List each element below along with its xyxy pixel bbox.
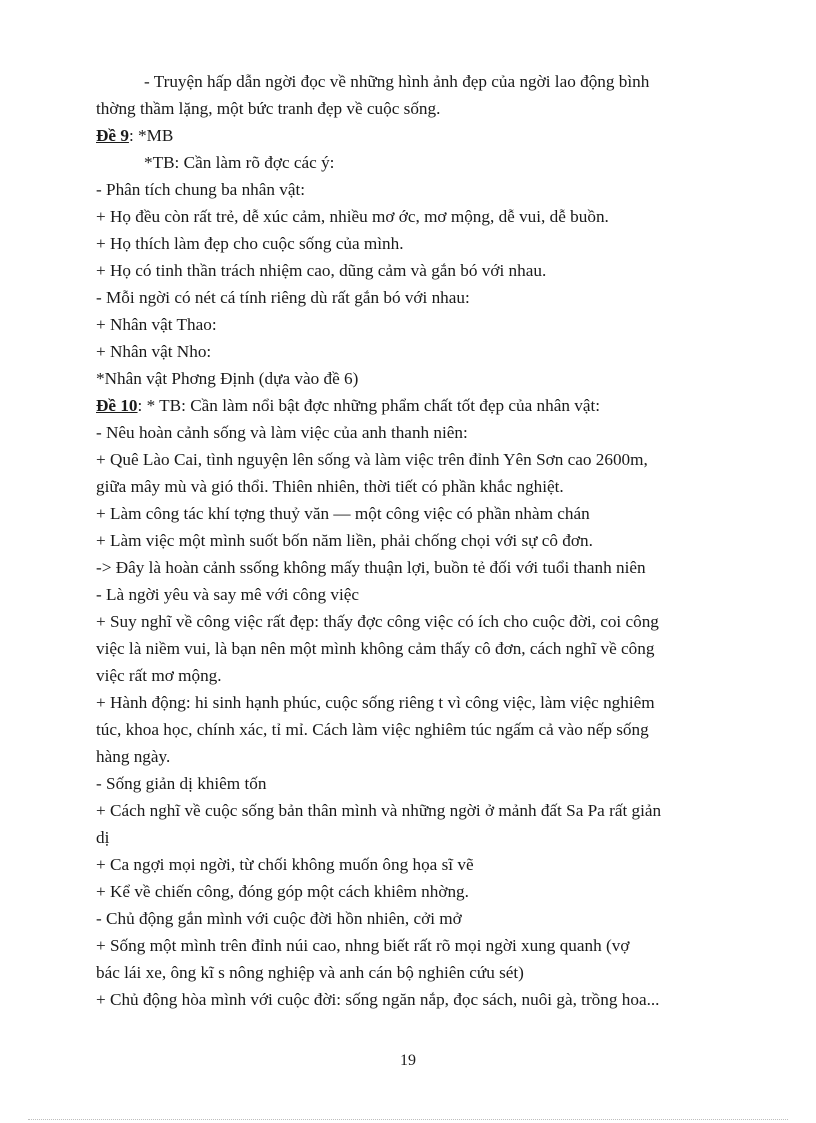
- text-line: [96, 338, 726, 365]
- text-line: [96, 68, 726, 95]
- line-text: + Họ có tinh thần trách nhiệm cao, dũng cảm và gắn bó với nhau.: [96, 261, 547, 280]
- text-line: [96, 257, 726, 284]
- line-text: + Nhân vật Thao:: [96, 315, 217, 334]
- line-text: việc rất mơ mộng.: [96, 666, 222, 685]
- text-line: [96, 527, 726, 554]
- line-text: + Họ đều còn rất trẻ, dễ xúc cảm, nhiều mơ ớc, mơ mộng, dễ vui, dễ buồn.: [96, 207, 609, 226]
- text-line: [96, 95, 726, 122]
- line-text: + Chủ động hòa mình với cuộc đời: sống ngăn nắp, đọc sách, nuôi gà, trồng hoa...: [96, 990, 660, 1009]
- line-text: *Nhân vật Phơng Định (dựa vào đề 6): [96, 369, 359, 388]
- text-line: [96, 473, 726, 500]
- line-text: - Phân tích chung ba nhân vật:: [96, 180, 306, 199]
- text-line: [96, 743, 726, 770]
- text-line: [96, 419, 726, 446]
- line-text: hàng ngày.: [96, 747, 171, 766]
- line-text: : *MB: [128, 126, 174, 145]
- text-line: [96, 797, 726, 824]
- text-line: [96, 662, 726, 689]
- line-text: + Suy nghĩ về công việc rất đẹp: thấy đợc công việc có ích cho cuộc đời, coi công: [96, 612, 659, 631]
- line-text: + Kể về chiến công, đóng góp một cách khiêm nhờng.: [96, 882, 469, 901]
- line-text: túc, khoa học, chính xác, tỉ mỉ. Cách làm việc nghiêm túc ngấm cả vào nếp sống: [96, 720, 649, 739]
- line-text: - Sống giản dị khiêm tốn: [96, 774, 267, 793]
- line-text: - Truyện hấp dẫn ngời đọc về những hình ảnh đẹp của ngời lao động bình: [144, 72, 650, 91]
- line-text: thờng thầm lặng, một bức tranh đẹp về cuộc sống.: [96, 99, 441, 118]
- section-label: Đề 10: [96, 396, 138, 415]
- text-line: [96, 500, 726, 527]
- text-line: [96, 635, 726, 662]
- line-text: *TB: Cần làm rõ đợc các ý:: [144, 153, 335, 172]
- text-line: [96, 716, 726, 743]
- line-text: + Họ thích làm đẹp cho cuộc sống của mình.: [96, 234, 404, 253]
- text-line: [96, 608, 726, 635]
- line-text: - Nêu hoàn cảnh sống và làm việc của anh thanh niên:: [96, 423, 468, 442]
- section-label: Đề 9: [96, 126, 129, 145]
- line-text: + Làm công tác khí tợng thuỷ văn — một công việc có phần nhàm chán: [96, 504, 590, 523]
- line-text: + Nhân vật Nho:: [96, 342, 212, 361]
- text-line: [96, 986, 726, 1013]
- line-text: + Ca ngợi mọi ngời, từ chối không muốn ông họa sĩ vẽ: [96, 855, 474, 874]
- text-line: [96, 176, 726, 203]
- text-line: [96, 959, 726, 986]
- text-line: [96, 770, 726, 797]
- text-line: [96, 932, 726, 959]
- text-line: [96, 824, 726, 851]
- page-number: 19: [400, 1052, 416, 1069]
- line-text: - Chủ động gắn mình với cuộc đời hồn nhiên, cởi mở: [96, 909, 462, 928]
- text-line: [96, 689, 726, 716]
- line-text: : * TB: Cần làm nổi bật đợc những phẩm chất tốt đẹp của nhân vật:: [137, 396, 601, 415]
- text-line: [96, 446, 726, 473]
- text-line: [96, 203, 726, 230]
- line-text: - Là ngời yêu và say mê với công việc: [96, 585, 360, 604]
- text-line: [96, 851, 726, 878]
- line-text: + Hành động: hi sinh hạnh phúc, cuộc sống riêng t vì công việc, làm việc nghiêm: [96, 693, 655, 712]
- line-text: + Sống một mình trên đỉnh núi cao, nhng biết rất rõ mọi ngời xung quanh (vợ: [96, 936, 630, 955]
- line-text: việc là niềm vui, là bạn nên một mình không cảm thấy cô đơn, cách nghĩ về công: [96, 639, 655, 658]
- text-line: [96, 878, 726, 905]
- line-text: dị: [96, 828, 110, 847]
- text-line: [96, 554, 726, 581]
- text-line: [96, 392, 726, 419]
- text-line: [96, 230, 726, 257]
- text-line: [96, 365, 726, 392]
- text-line: [96, 581, 726, 608]
- line-text: -> Đây là hoàn cảnh ssống không mấy thuận lợi, buồn tẻ đối với tuổi thanh niên: [96, 558, 646, 577]
- line-text: - Mỗi ngời có nét cá tính riêng dù rất gắn bó với nhau:: [96, 288, 470, 307]
- text-line: [96, 284, 726, 311]
- page-bottom-border: [28, 1119, 788, 1120]
- line-text: + Quê Lào Cai, tình nguyện lên sống và làm việc trên đỉnh Yên Sơn cao 2600m,: [96, 450, 648, 469]
- line-text: + Làm việc một mình suốt bốn năm liền, phải chống chọi với sự cô đơn.: [96, 531, 593, 550]
- text-line: [96, 149, 726, 176]
- line-text: + Cách nghĩ về cuộc sống bản thân mình và những ngời ở mảnh đất Sa Pa rất giản: [96, 801, 662, 820]
- text-line: [96, 311, 726, 338]
- text-line: [96, 905, 726, 932]
- line-text: bác lái xe, ông kĩ s nông nghiệp và anh cán bộ nghiên cứu sét): [96, 963, 524, 982]
- line-text: giữa mây mù và gió thổi. Thiên nhiên, thời tiết có phần khắc nghiệt.: [96, 477, 564, 496]
- document-body: [96, 68, 726, 1013]
- text-line: [96, 122, 726, 149]
